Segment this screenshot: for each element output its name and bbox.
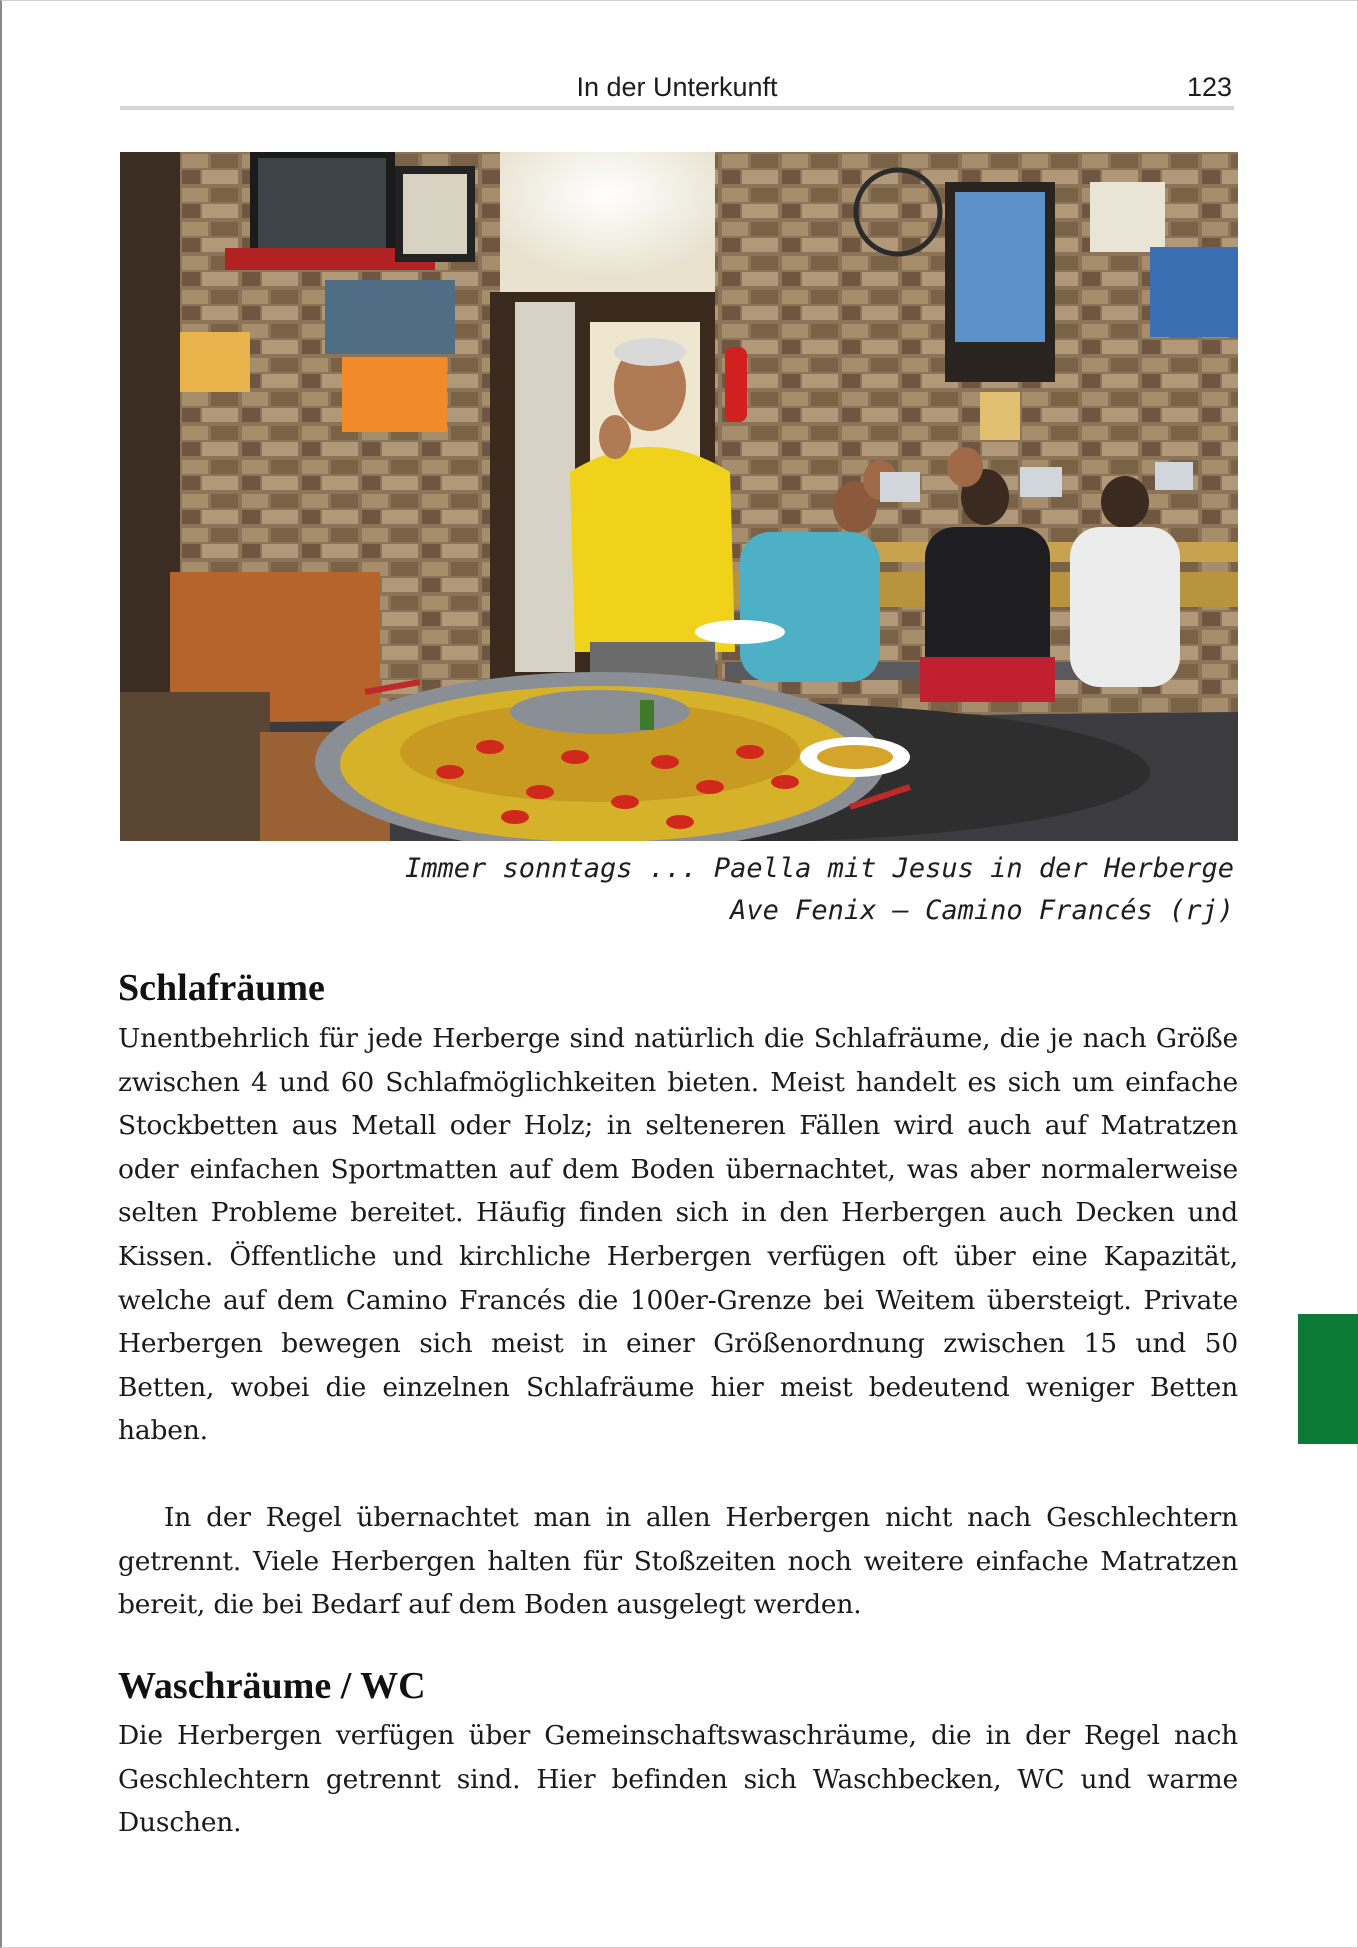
photo-caption: [120, 848, 1234, 932]
chapter-thumb-tab: [1298, 1314, 1358, 1444]
paragraph-schlafraeume-2: In der Regel übernachtet man in allen Herbergen nicht nach Geschlechtern getrennt. Viele Herbergen halten für Stoßzeiten noch weitere einfache Matratzen bereit, die bei Bedarf auf dem Boden ausgelegt werden.: [118, 1502, 1238, 1621]
heading-schlafraeume: Schlafräume: [118, 967, 325, 1009]
paragraph-waschraeume: Die Herbergen verfügen über Gemeinschaftswaschräume, die in der Regel nach Geschlechtern getrennt sind. Hier befinden sich Waschbecken, WC und warme Duschen.: [118, 1720, 1238, 1839]
heading-waschraeume: Waschräume / WC: [118, 1665, 426, 1707]
caption-line-1: Immer sonntags ... Paella mit Jesus in der Herberge: [404, 853, 1234, 884]
page-number: 123: [1186, 72, 1232, 102]
paragraph-schlafraeume-1: Unentbehrlich für jede Herberge sind natürlich die Schlafräume, die je nach Größe zwischen 4 und 60 Schlafmöglichkeiten bieten. Meist handelt es sich um einfache Stockbetten aus Metall oder Holz; in selteneren Fällen wird auch auf Matratzen oder einfachen Sportmatten auf dem Boden übernachtet, was aber normalerweise selten Probleme bereitet. Häufig finden sich in den Herbergen auch Decken und Kissen. Öffentliche und kirchliche Herbergen verfügen oft über eine Kapazität, welche auf dem Camino Francés die 100er-Grenze bei Weitem übersteigt. Private Herbergen bewegen sich meist in einer Größenordnung zwischen 15 und 50 Betten, wobei die einzelnen Schlafräume hier meist bedeutend weniger Betten haben.: [118, 1023, 1238, 1447]
running-header: [120, 66, 1234, 110]
caption-line-2: Ave Fenix – Camino Francés (rj): [730, 895, 1234, 926]
running-title: In der Unterkunft: [576, 72, 778, 102]
photo-illustration: [120, 152, 1238, 841]
photo-paella-herberge: [120, 152, 1238, 841]
